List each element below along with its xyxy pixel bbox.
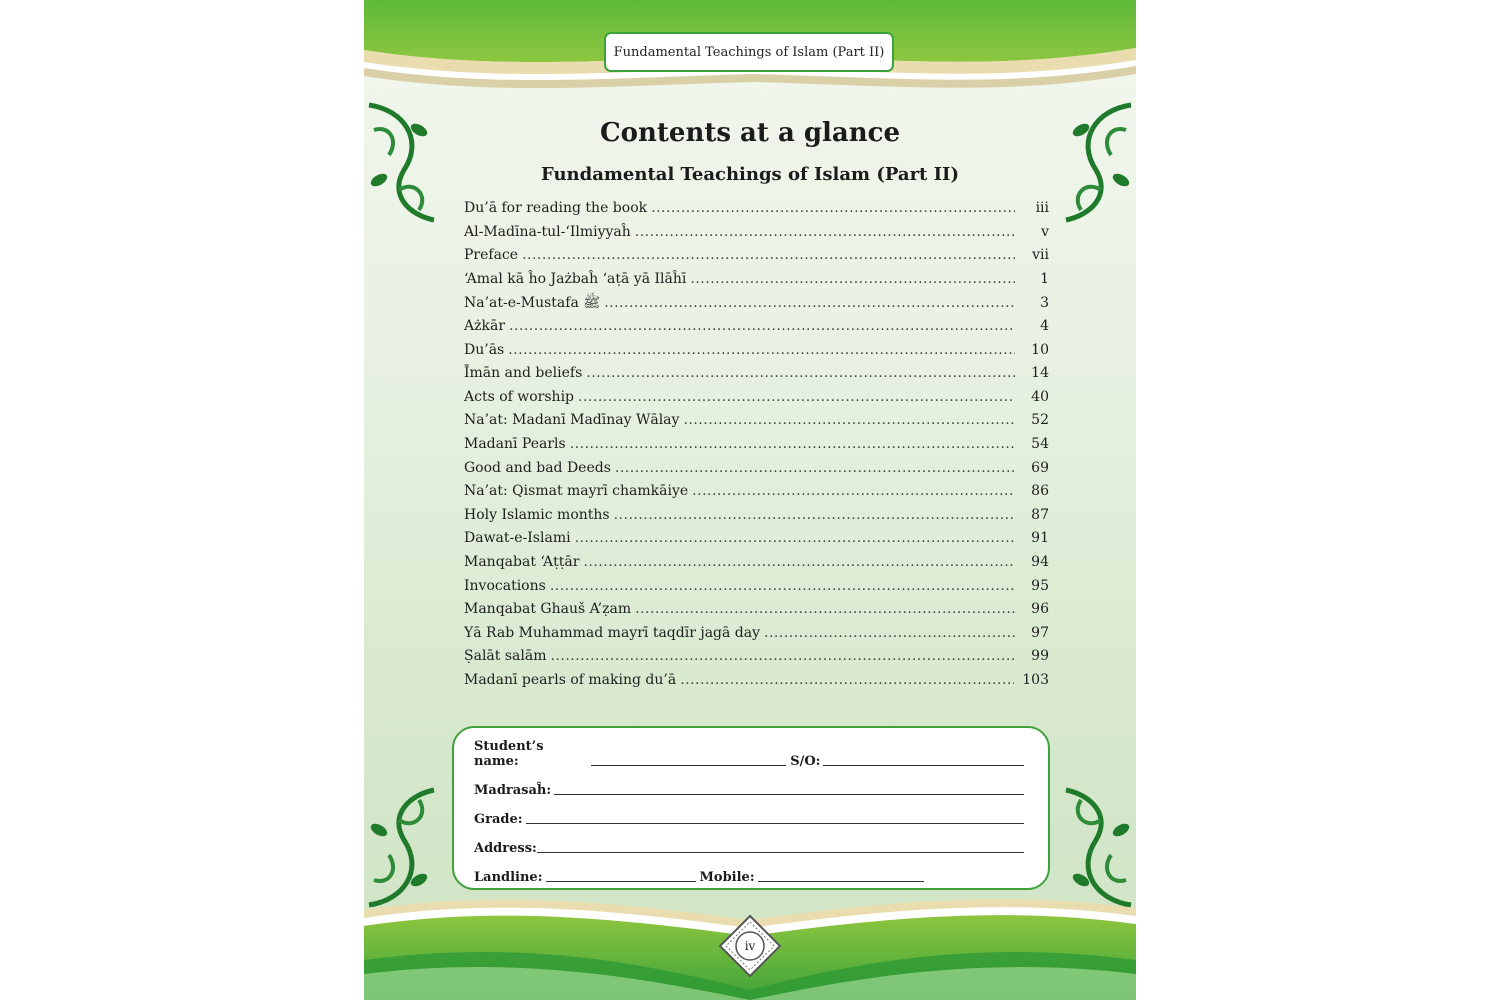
toc-entry-page: 1 bbox=[1040, 270, 1049, 287]
toc-leader-dots bbox=[570, 436, 1015, 452]
toc-entry-page: v bbox=[1041, 223, 1049, 240]
toc-entry-title: Acts of worship bbox=[464, 388, 575, 405]
toc-entry-title: Invocations bbox=[464, 577, 546, 594]
toc-entry-page: 86 bbox=[1031, 483, 1049, 500]
toc-entry[interactable] bbox=[464, 672, 1049, 696]
toc-entry[interactable] bbox=[464, 601, 1049, 625]
so-field[interactable] bbox=[823, 751, 1024, 766]
toc-leader-dots bbox=[690, 271, 1015, 287]
toc-entry-page: 54 bbox=[1031, 435, 1049, 452]
form-row-madrasah bbox=[474, 769, 1028, 798]
toc-leader-dots bbox=[509, 318, 1015, 334]
page-title: Contents at a glance bbox=[599, 118, 901, 148]
toc-leader-dots bbox=[615, 460, 1015, 476]
toc-leader-dots bbox=[680, 672, 1014, 688]
toc-entry-page: 96 bbox=[1031, 601, 1049, 618]
grade-label: Grade: bbox=[474, 812, 523, 827]
toc-entry-title: Du’ā for reading the book bbox=[464, 200, 648, 216]
toc-entry-page: 87 bbox=[1031, 506, 1049, 523]
toc-entry-title: Manqabat Ghauš A’ẓam bbox=[464, 601, 632, 618]
toc-leader-dots bbox=[586, 365, 1015, 381]
toc-entry-title: Madanī Pearls bbox=[464, 435, 566, 452]
toc-entry-page: 103 bbox=[1022, 671, 1049, 688]
toc-entry-page: 97 bbox=[1031, 624, 1049, 641]
toc-entry[interactable] bbox=[464, 271, 1049, 295]
toc-entry-page: 10 bbox=[1031, 341, 1049, 358]
toc-entry[interactable] bbox=[464, 436, 1049, 460]
toc-leader-dots bbox=[522, 247, 1015, 263]
student-info-form bbox=[452, 726, 1050, 890]
toc-entry-page: 69 bbox=[1031, 459, 1049, 476]
toc-entry[interactable] bbox=[464, 530, 1049, 554]
mobile-field[interactable] bbox=[758, 867, 924, 882]
toc-entry[interactable] bbox=[464, 625, 1049, 649]
madrasah-label: Madrasaĥ: bbox=[474, 783, 552, 798]
toc-leader-dots bbox=[651, 200, 1015, 216]
toc-entry-page: 95 bbox=[1031, 577, 1049, 594]
mobile-label: Mobile: bbox=[699, 870, 755, 885]
toc-entry-title: Na’at-e-Mustafa ﷺ bbox=[464, 295, 601, 312]
toc-entry-page: 94 bbox=[1031, 553, 1049, 570]
toc-entry-title: Īmān and beliefs bbox=[464, 365, 583, 382]
student-name-label: Student’s name: bbox=[474, 739, 544, 769]
toc-entry-page: 40 bbox=[1031, 388, 1049, 405]
toc-entry[interactable] bbox=[464, 507, 1049, 531]
toc-entry[interactable] bbox=[464, 318, 1049, 342]
toc-leader-dots bbox=[635, 601, 1015, 617]
toc-entry-title: Ażkār bbox=[464, 317, 506, 334]
header-label: Fundamental Teachings of Islam (Part II) bbox=[604, 32, 894, 72]
toc-entry[interactable] bbox=[464, 412, 1049, 436]
landline-label: Landline: bbox=[474, 870, 543, 885]
toc-entry-page: 3 bbox=[1040, 295, 1049, 312]
grade-field[interactable] bbox=[526, 809, 1024, 824]
form-row-student bbox=[474, 740, 1028, 769]
toc-entry-title: Al-Madīna-tul-‘Ilmiyyaĥ bbox=[464, 223, 631, 240]
toc-entry-title: Good and bad Deeds bbox=[464, 459, 611, 476]
toc-leader-dots bbox=[575, 530, 1015, 546]
madrasah-field[interactable] bbox=[554, 780, 1024, 795]
toc-entry-page: 14 bbox=[1031, 365, 1049, 382]
toc-entry-page: vii bbox=[1032, 247, 1049, 264]
toc-entry[interactable] bbox=[464, 342, 1049, 366]
toc-entry[interactable] bbox=[464, 578, 1049, 602]
so-label: S/O: bbox=[790, 754, 821, 769]
form-row-grade bbox=[474, 798, 1028, 827]
toc-entry[interactable] bbox=[464, 554, 1049, 578]
toc-entry-page: 99 bbox=[1031, 648, 1049, 665]
toc-leader-dots bbox=[764, 625, 1015, 641]
book-page bbox=[364, 0, 1136, 1000]
address-label: Address: bbox=[474, 841, 537, 856]
toc-leader-dots bbox=[635, 224, 1015, 240]
toc-entry-title: Preface bbox=[464, 247, 519, 264]
toc-leader-dots bbox=[550, 578, 1015, 594]
toc-entry[interactable] bbox=[464, 648, 1049, 672]
toc-leader-dots bbox=[614, 507, 1015, 523]
toc-entry-title: Manqabat ‘Aṭṭār bbox=[464, 553, 580, 570]
toc-entry-title: Du’ās bbox=[464, 341, 505, 358]
page-subtitle: Fundamental Teachings of Islam (Part II) bbox=[541, 164, 959, 185]
toc-entry[interactable] bbox=[464, 224, 1049, 248]
toc-leader-dots bbox=[683, 412, 1015, 428]
toc-entry-title: Yā Rab Muhammad mayrī taqdīr jagā day bbox=[464, 624, 761, 641]
toc-leader-dots bbox=[508, 342, 1015, 358]
toc-entry-title: Holy Islamic months bbox=[464, 506, 610, 523]
toc-entry[interactable] bbox=[464, 460, 1049, 484]
toc-entry-page: 4 bbox=[1040, 317, 1049, 334]
toc-entry-title: Dawat-e-Islami bbox=[464, 530, 571, 547]
form-row-address bbox=[474, 827, 1028, 856]
toc-entry[interactable] bbox=[464, 389, 1049, 413]
toc-entry-page: 52 bbox=[1031, 412, 1049, 429]
toc-entry-page: iii bbox=[1035, 200, 1049, 216]
toc-entry-title: Ṣalāt salām bbox=[464, 648, 547, 665]
form-row-contact bbox=[474, 856, 1028, 885]
toc-entry[interactable] bbox=[464, 247, 1049, 271]
toc-leader-dots bbox=[550, 648, 1015, 664]
landline-field[interactable] bbox=[546, 867, 696, 882]
student-name-field[interactable] bbox=[591, 751, 786, 766]
toc-entry-title: ‘Amal kā ĥo Jażbaĥ ‘aṭā yā Ilāĥī bbox=[464, 270, 687, 287]
toc-entry[interactable] bbox=[464, 483, 1049, 507]
page-number: iv bbox=[744, 939, 756, 953]
toc-entry[interactable] bbox=[464, 365, 1049, 389]
address-field[interactable] bbox=[537, 838, 1024, 853]
toc-entry-page: 91 bbox=[1031, 530, 1049, 547]
toc-leader-dots bbox=[604, 295, 1015, 311]
toc-entry-title: Na’at: Madanī Madīnay Wālay bbox=[464, 412, 680, 429]
toc-entry-title: Na’at: Qismat mayrī chamkāiye bbox=[464, 483, 689, 500]
toc-entry[interactable] bbox=[464, 294, 1049, 318]
toc-leader-dots bbox=[583, 554, 1015, 570]
toc-entry-title: Madanī pearls of making du’ā bbox=[464, 671, 677, 688]
table-of-contents bbox=[464, 200, 1049, 695]
toc-leader-dots bbox=[692, 483, 1015, 499]
toc-entry[interactable] bbox=[464, 200, 1049, 224]
toc-leader-dots bbox=[578, 389, 1015, 405]
